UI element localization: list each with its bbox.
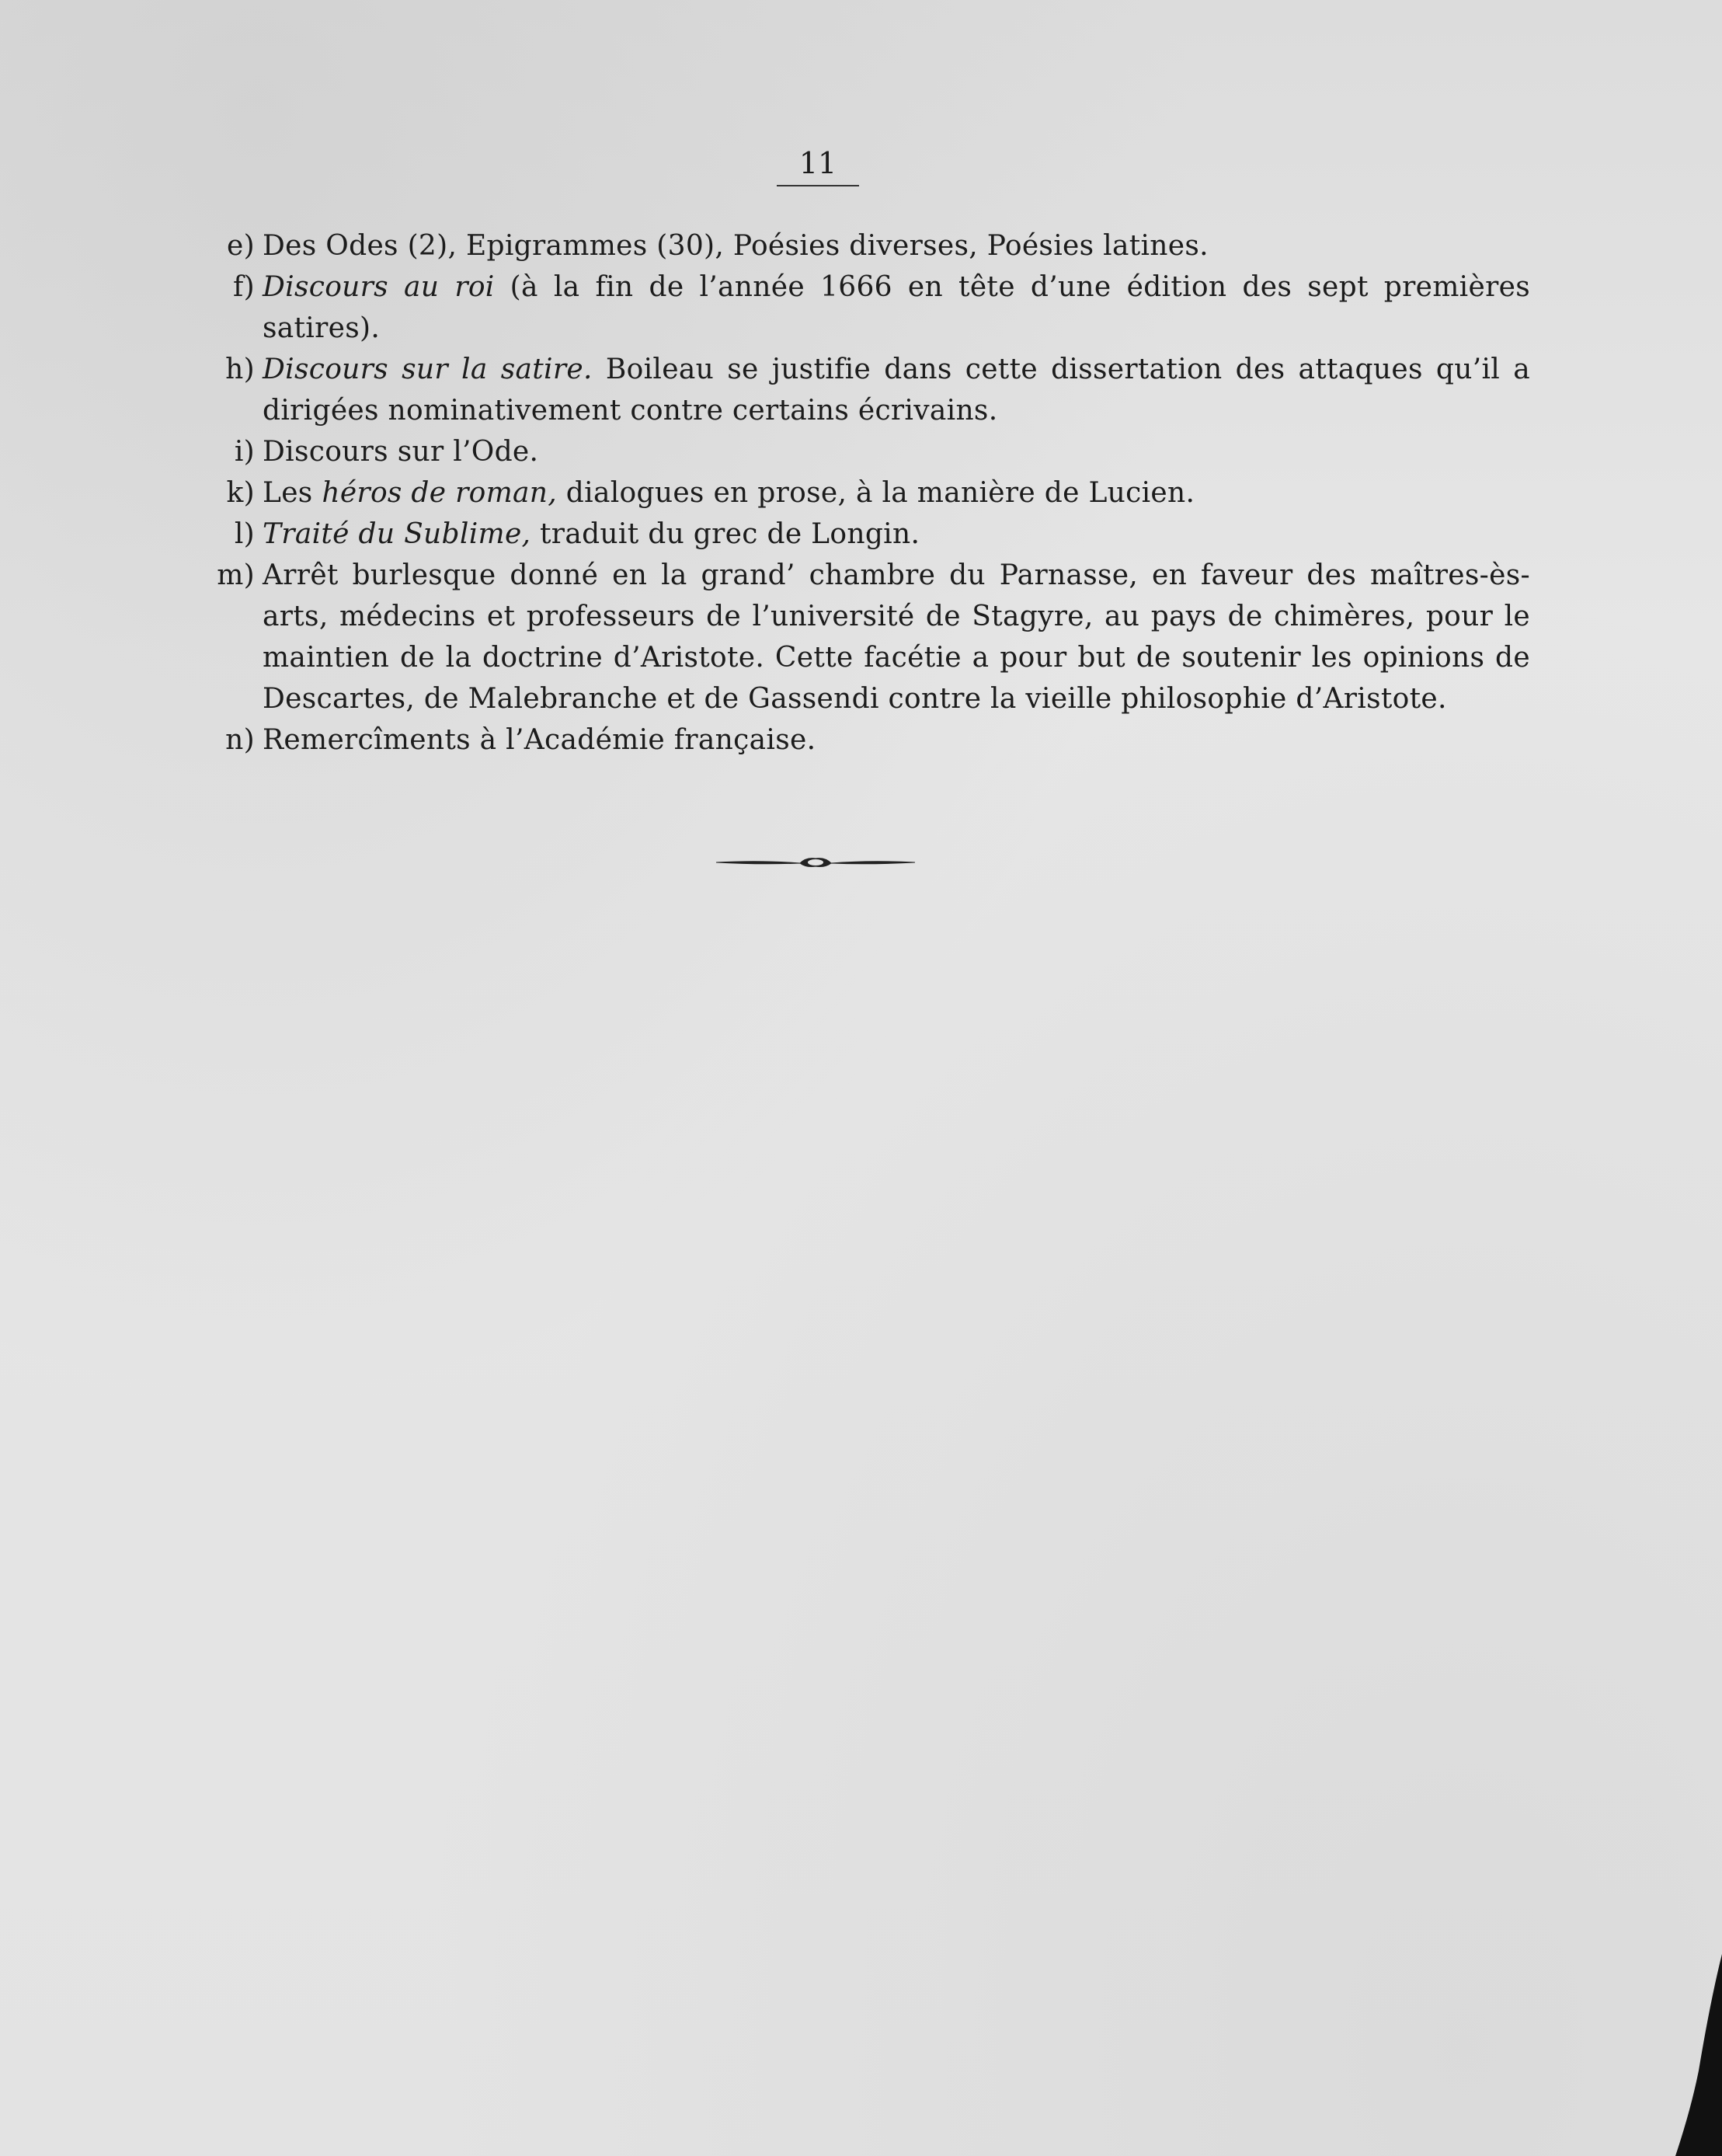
entry-marker: i) bbox=[234, 436, 255, 468]
entry-text: (à la fin de l’année 1666 en tête d’une édition des sept premières satires). bbox=[263, 271, 1530, 344]
entry-text: Arrêt burlesque donné en la grand’ chambre du Parnasse, en faveur des maîtres-ès-arts, médecins et professeurs de l’université de Stagyre, au pays de chimères, pour le maintien de la doctrine d’Aristote. Cette facétie a pour but de soutenir les opinions de Descartes, de Malebranche et de Gassendi contre la vieille philosophie d’Aristote. bbox=[263, 559, 1530, 715]
list-item bbox=[210, 719, 1530, 761]
entry-title: Traité du Sublime, bbox=[263, 518, 531, 550]
entry-marker: e) bbox=[227, 230, 255, 262]
entry-marker: h) bbox=[225, 354, 255, 385]
page-number: 11 bbox=[798, 146, 837, 180]
entry-text: Des Odes (2), Epigrammes (30), Poésies diverses, Poésies latines. bbox=[263, 230, 1209, 262]
entry-marker: n) bbox=[225, 724, 255, 756]
entry-text: Boileau se justifie dans cette dissertation des attaques qu’il a dirigées nominativement contre certains écrivains. bbox=[263, 354, 1530, 427]
entry-title: Discours au roi bbox=[263, 271, 495, 303]
entry-marker: m) bbox=[217, 559, 255, 591]
list-item bbox=[210, 514, 1530, 555]
list-item bbox=[210, 349, 1530, 431]
entry-marker: k) bbox=[226, 477, 255, 509]
entry-text: traduit du grec de Longin. bbox=[531, 518, 920, 550]
list-item bbox=[210, 431, 1530, 472]
entry-marker: l) bbox=[234, 518, 255, 550]
entry-text-prefix: Les bbox=[263, 477, 322, 509]
list-item bbox=[210, 266, 1530, 349]
ornament-divider-icon bbox=[715, 851, 917, 874]
list-item bbox=[210, 472, 1530, 514]
entry-title: héros de roman, bbox=[322, 477, 558, 509]
bibliography-list bbox=[210, 225, 1530, 761]
page-number-rule bbox=[777, 185, 859, 186]
entry-text: Discours sur l’Ode. bbox=[263, 436, 539, 468]
list-item bbox=[210, 225, 1530, 266]
entry-title: Discours sur la satire. bbox=[263, 354, 593, 385]
entry-text: Remercîments à l’Académie française. bbox=[263, 724, 816, 756]
entry-marker: f) bbox=[233, 271, 255, 303]
entry-text: dialogues en prose, à la manière de Lucien. bbox=[557, 477, 1195, 509]
page-corner-shadow bbox=[1675, 1954, 1722, 2156]
list-item bbox=[210, 555, 1530, 719]
